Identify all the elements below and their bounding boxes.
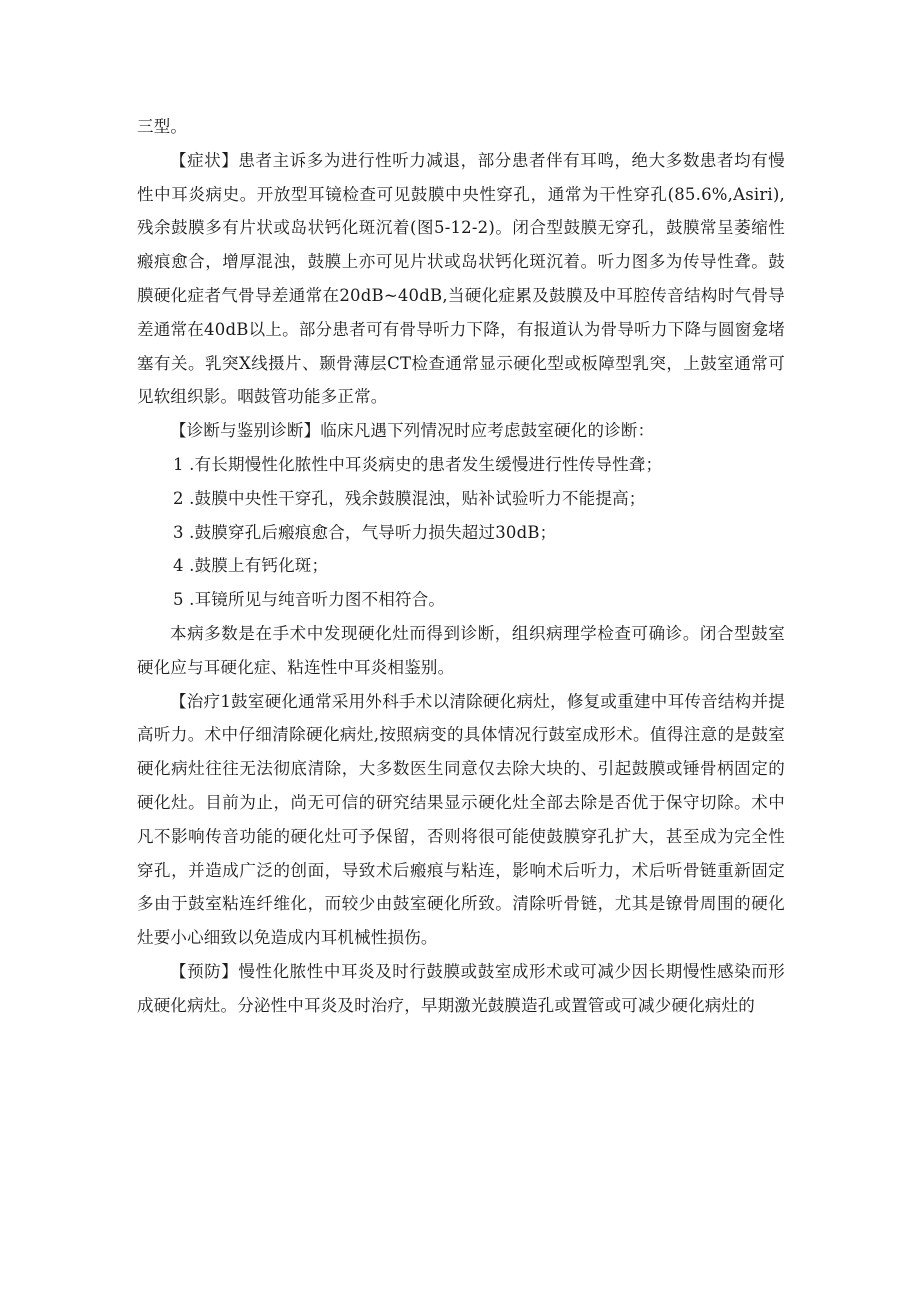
paragraph-continuation: 三型。 bbox=[137, 117, 188, 136]
paragraph-prevention: 【预防】慢性化脓性中耳炎及时行鼓膜或鼓室成形术或可减少因长期慢性感染而形成硬化病灶。分泌性中耳炎及时治疗，早期激光鼓膜造孔或置管或可减少硬化病灶的 bbox=[137, 961, 785, 1015]
list-item: 5 .耳镜所见与纯音听力图不相符合。 bbox=[173, 590, 446, 610]
paragraph-diagnosis-intro: 【诊断与鉴别诊断】临床凡遇下列情况时应考虑鼓室硬化的诊断： bbox=[170, 421, 655, 441]
list-item: 3 .鼓膜穿孔后瘢痕愈合，气导听力损失超过30dB； bbox=[173, 522, 557, 542]
list-item: 1 .有长期慢性化脓性中耳炎病史的患者发生缓慢进行性传导性聋； bbox=[173, 454, 663, 474]
list-item: 2 .鼓膜中央性干穿孔，残余鼓膜混浊，贴补试验听力不能提高； bbox=[173, 488, 646, 508]
paragraph-symptoms: 【症状】患者主诉多为进行性听力减退，部分患者伴有耳鸣，绝大多数患者均有慢性中耳炎病史。开放型耳镜检查可见鼓膜中央性穿孔，通常为干性穿孔(85.6%,Asiri),残余鼓膜多有片状或岛状钙化斑沉着(图5-12-2)。闭合型鼓膜无穿孔，鼓膜常呈萎缩性瘢痕愈合，增厚混浊，鼓膜上亦可见片状或岛状钙化斑沉着。听力图多为传导性聋。鼓膜硬化症者气骨导差通常在20dB~40dB,当硬化症累及鼓膜及中耳腔传音结构时气骨导差通常在40dB以上。部分患者可有骨导听力下降，有报道认为骨导听力下降与圆窗龛堵塞有关。乳突X线摄片、颞骨薄层CT检查通常显示硬化型或板障型乳突，上鼓室通常可见软组织影。咽鼓管功能多正常。 bbox=[137, 150, 785, 407]
paragraph-diagnosis-note: 本病多数是在手术中发现硬化灶而得到诊断，组织病理学检查可确诊。闭合型鼓室硬化应与耳硬化症、粘连性中耳炎相鉴别。 bbox=[137, 623, 785, 677]
document-body bbox=[137, 110, 785, 1023]
list-item: 4 .鼓膜上有钙化斑； bbox=[173, 556, 329, 576]
paragraph-treatment: 【治疗1鼓室硬化通常采用外科手术以清除硬化病灶，修复或重建中耳传音结构并提高听力。术中仔细清除硬化病灶,按照病变的具体情况行鼓室成形术。值得注意的是鼓室硬化病灶往往无法彻底清除，大多数医生同意仅去除大块的、引起鼓膜或锤骨柄固定的硬化灶。目前为止，尚无可信的研究结果显示硬化灶全部去除是否优于保守切除。术中凡不影响传音功能的硬化灶可予保留，否则将很可能使鼓膜穿孔扩大，甚至成为完全性穿孔，并造成广泛的创面，导致术后瘢痕与粘连，影响术后听力，术后听骨链重新固定多由于鼓室粘连纤维化，而较少由鼓室硬化所致。清除听骨链，尤其是镣骨周围的硬化灶要小心细致以免造成内耳机械性损伤。 bbox=[137, 691, 785, 948]
